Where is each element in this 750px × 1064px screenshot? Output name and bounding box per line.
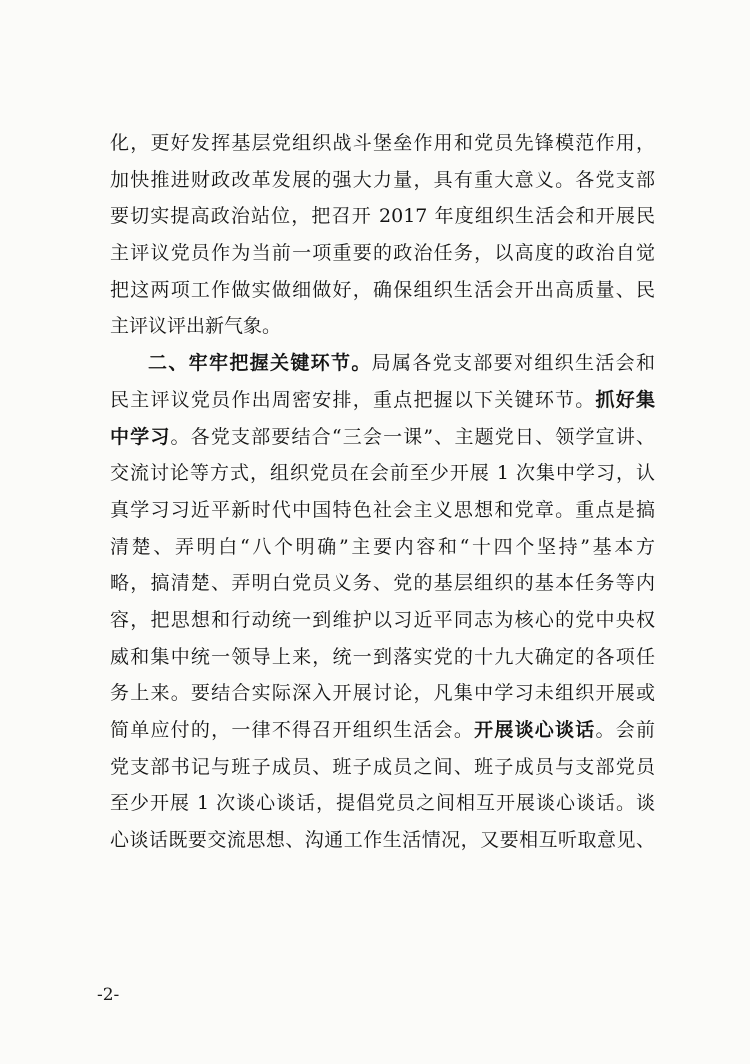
bold-heading-text: 开展谈心谈话 — [474, 719, 596, 741]
text-run: 把这两项工作做实做细做好，确保组织生活会开出高质量、民 — [110, 278, 655, 301]
text-line — [110, 492, 655, 529]
text-line — [110, 639, 655, 676]
text-run: 。会前 — [595, 719, 655, 741]
text-line — [110, 675, 655, 712]
text-run: 。各党支部要结合“三会一课”、主题党日、领学宣讲、 — [170, 425, 655, 448]
text-line — [110, 602, 655, 639]
text-line — [110, 785, 655, 822]
text-run: 局属各党支部要对组织生活会和 — [371, 352, 655, 375]
text-line — [110, 822, 655, 859]
text-line — [110, 529, 655, 566]
text-line — [110, 125, 655, 162]
text-run: 至少开展 1 次谈心谈话，提倡党员之间相互开展谈心谈话。谈 — [110, 792, 655, 815]
text-run: 简单应付的，一律不得召开组织生活会。 — [110, 719, 475, 741]
bold-heading-text: 中学习 — [110, 425, 171, 448]
page-number: -2- — [97, 985, 120, 1005]
text-run: 加快推进财政改革发展的强大力量，具有重大意义。各党支部 — [110, 168, 655, 191]
text-line — [110, 162, 655, 199]
text-run: 心谈话既要交流思想、沟通工作生活情况，又要相互听取意见、 — [110, 829, 655, 852]
text-line — [110, 712, 655, 749]
text-line — [110, 749, 655, 786]
text-run: 主评议评出新气象。 — [110, 315, 282, 338]
text-run: 略，搞清楚、弄明白党员义务、党的基层组织的基本任务等内 — [110, 572, 655, 595]
text-line — [110, 272, 655, 309]
bold-heading-text: 二、牢牢把握关键环节。 — [148, 352, 372, 375]
text-run: 交流讨论等方式，组织党员在会前至少开展 1 次集中学习，认 — [110, 462, 655, 485]
body-text — [110, 125, 655, 859]
text-line — [110, 308, 655, 345]
text-line — [110, 345, 655, 382]
text-run: 要切实提高政治站位，把召开 2017 年度组织生活会和开展民 — [110, 205, 655, 228]
text-run: 党支部书记与班子成员、班子成员之间、班子成员与支部党员 — [110, 755, 655, 778]
text-line — [110, 565, 655, 602]
text-line — [110, 382, 655, 419]
bold-heading-text: 抓好集 — [595, 388, 655, 411]
text-run: 真学习习近平新时代中国特色社会主义思想和党章。重点是搞 — [110, 498, 655, 521]
text-line — [110, 198, 655, 235]
text-line — [110, 455, 655, 492]
text-run: 主评议党员作为当前一项重要的政治任务，以高度的政治自觉 — [110, 242, 655, 265]
text-line — [110, 235, 655, 272]
text-run: 民主评议党员作出周密安排，重点把握以下关键环节。 — [110, 388, 596, 411]
text-run: 威和集中统一领导上来，统一到落实党的十九大确定的各项任 — [110, 645, 655, 668]
text-run: 务上来。要结合实际深入开展讨论，凡集中学习未组织开展或 — [110, 682, 655, 705]
text-line — [110, 419, 655, 456]
text-run: 化，更好发挥基层党组织战斗堡垒作用和党员先锋模范作用， — [110, 132, 655, 154]
text-run: 容，把思想和行动统一到维护以习近平同志为核心的党中央权 — [110, 608, 655, 631]
text-run: 清楚、弄明白“八个明确”主要内容和“十四个坚持”基本方 — [110, 535, 655, 558]
